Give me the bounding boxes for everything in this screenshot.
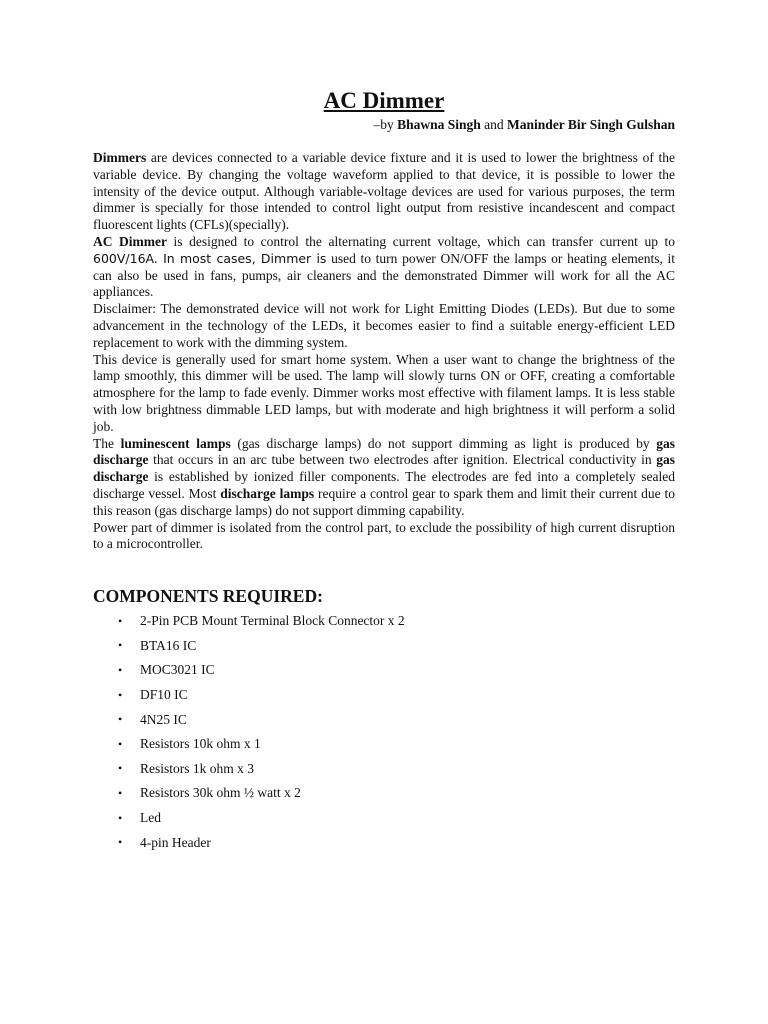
list-item — [118, 757, 405, 782]
list-item — [118, 732, 405, 757]
rating-text: 600V/16A. In most cases, Dimmer is — [93, 250, 327, 266]
list-item — [118, 707, 405, 732]
list-item-text: MOC3021 IC — [140, 662, 215, 678]
paragraph-text: The — [93, 435, 121, 451]
term-bold: gas discharge — [93, 452, 675, 485]
bullet-icon: • — [118, 712, 123, 727]
bullet-icon: • — [118, 638, 123, 653]
paragraph-text: are devices connected to a variable device fixture and it is used to lower the brightness of the variable device. By changing the voltage waveform applied to that device, it is possible to lower the intensity of the device output. Although variable-voltage devices are used for various purposes, the term dimmer is specially for those intended to control light output from resistive incandescent and compact fluorescent lights (CFLs)(specially). — [93, 150, 675, 233]
bullet-icon: • — [118, 687, 123, 702]
term-bold: discharge lamps — [220, 485, 315, 501]
list-item — [118, 830, 405, 855]
list-item-text: 4-pin Header — [140, 834, 211, 850]
paragraph-disclaimer: Disclaimer: The demonstrated device will not work for Light Emitting Diodes (LEDs). But due to some advancement in the technology of the LEDs, it becomes easier to find a suitable energy-efficient LED replacement to work with the dimming system. — [93, 301, 675, 350]
list-item — [118, 683, 405, 708]
list-item — [118, 806, 405, 831]
term-bold: gas discharge — [93, 435, 675, 468]
bullet-icon: • — [118, 785, 123, 800]
paragraph-usage: This device is generally used for smart home system. When a user want to change the brightness of the lamp smoothly, this dimmer will be used. The lamp will slowly turns ON or OFF, creating a comfortable atmosphere for the lamp to fade evenly. Dimmer works most effective with filament lamps. It is less stable with low brightness dimmable LED lamps, but with moderate and high brightness it will perform a solid job. — [93, 351, 675, 434]
list-item-text: Led — [140, 810, 161, 826]
bullet-icon: • — [118, 810, 123, 825]
byline-prefix: –by — [373, 117, 398, 132]
paragraph-ac-dimmer — [93, 234, 675, 301]
paragraph-text: used to turn power ON/OFF the lamps or heating elements, it can also be used in fans, pumps, air cleaners and the demonstrated Dimmer will work for all the AC appliances. — [93, 250, 675, 300]
bullet-icon: • — [118, 835, 123, 850]
term-bold: luminescent lamps — [120, 435, 231, 451]
bullet-icon: • — [118, 761, 123, 776]
list-item — [118, 634, 405, 659]
document-title: AC Dimmer — [323, 88, 445, 113]
list-item-text: Resistors 10k ohm x 1 — [140, 736, 261, 752]
paragraph-text: is established by ionized filler components. The electrodes are fed into a completely sealed discharge vessel. Most — [93, 469, 675, 501]
list-item — [118, 609, 405, 634]
list-item-text: DF10 IC — [140, 687, 188, 703]
list-item-text: BTA16 IC — [140, 637, 197, 653]
byline — [374, 117, 676, 133]
author-name: Bhawna Singh — [397, 117, 481, 132]
section-heading: COMPONENTS REQUIRED: — [93, 586, 323, 606]
paragraph-text: is designed to control the alternating current voltage, which can transfer current up to — [167, 233, 675, 249]
list-item-text: Resistors 30k ohm ½ watt x 2 — [140, 785, 301, 801]
paragraph-text: that occurs in an arc tube between two electrodes after ignition. Electrical conductivity in — [148, 452, 657, 468]
bullet-icon: • — [118, 613, 123, 628]
bullet-icon: • — [118, 736, 123, 751]
article-body — [93, 150, 675, 553]
bullet-icon: • — [118, 662, 123, 677]
term-bold: AC Dimmer — [93, 233, 168, 249]
paragraph-text: require a control gear to spark them and limit their current due to this reason (gas discharge lamps) do not support dimming capability. — [93, 485, 676, 518]
paragraph-text: (gas discharge lamps) do not support dimming as light is produced by — [230, 435, 657, 451]
paragraph-isolation: Power part of dimmer is isolated from the control part, to exclude the possibility of high current disruption to a microcontroller. — [93, 519, 675, 552]
list-item — [118, 658, 405, 683]
list-item-text: 4N25 IC — [140, 711, 187, 727]
author-name: Maninder Bir Singh Gulshan — [507, 117, 675, 132]
list-item-text: 2-Pin PCB Mount Terminal Block Connector x 2 — [140, 613, 405, 629]
paragraph-dimmers — [93, 150, 675, 234]
list-item — [118, 781, 405, 806]
byline-conjunction: and — [480, 117, 508, 132]
term-bold: Dimmers — [93, 150, 147, 165]
paragraph-luminescent — [93, 436, 675, 520]
components-list — [118, 609, 405, 855]
list-item-text: Resistors 1k ohm x 3 — [140, 760, 255, 776]
